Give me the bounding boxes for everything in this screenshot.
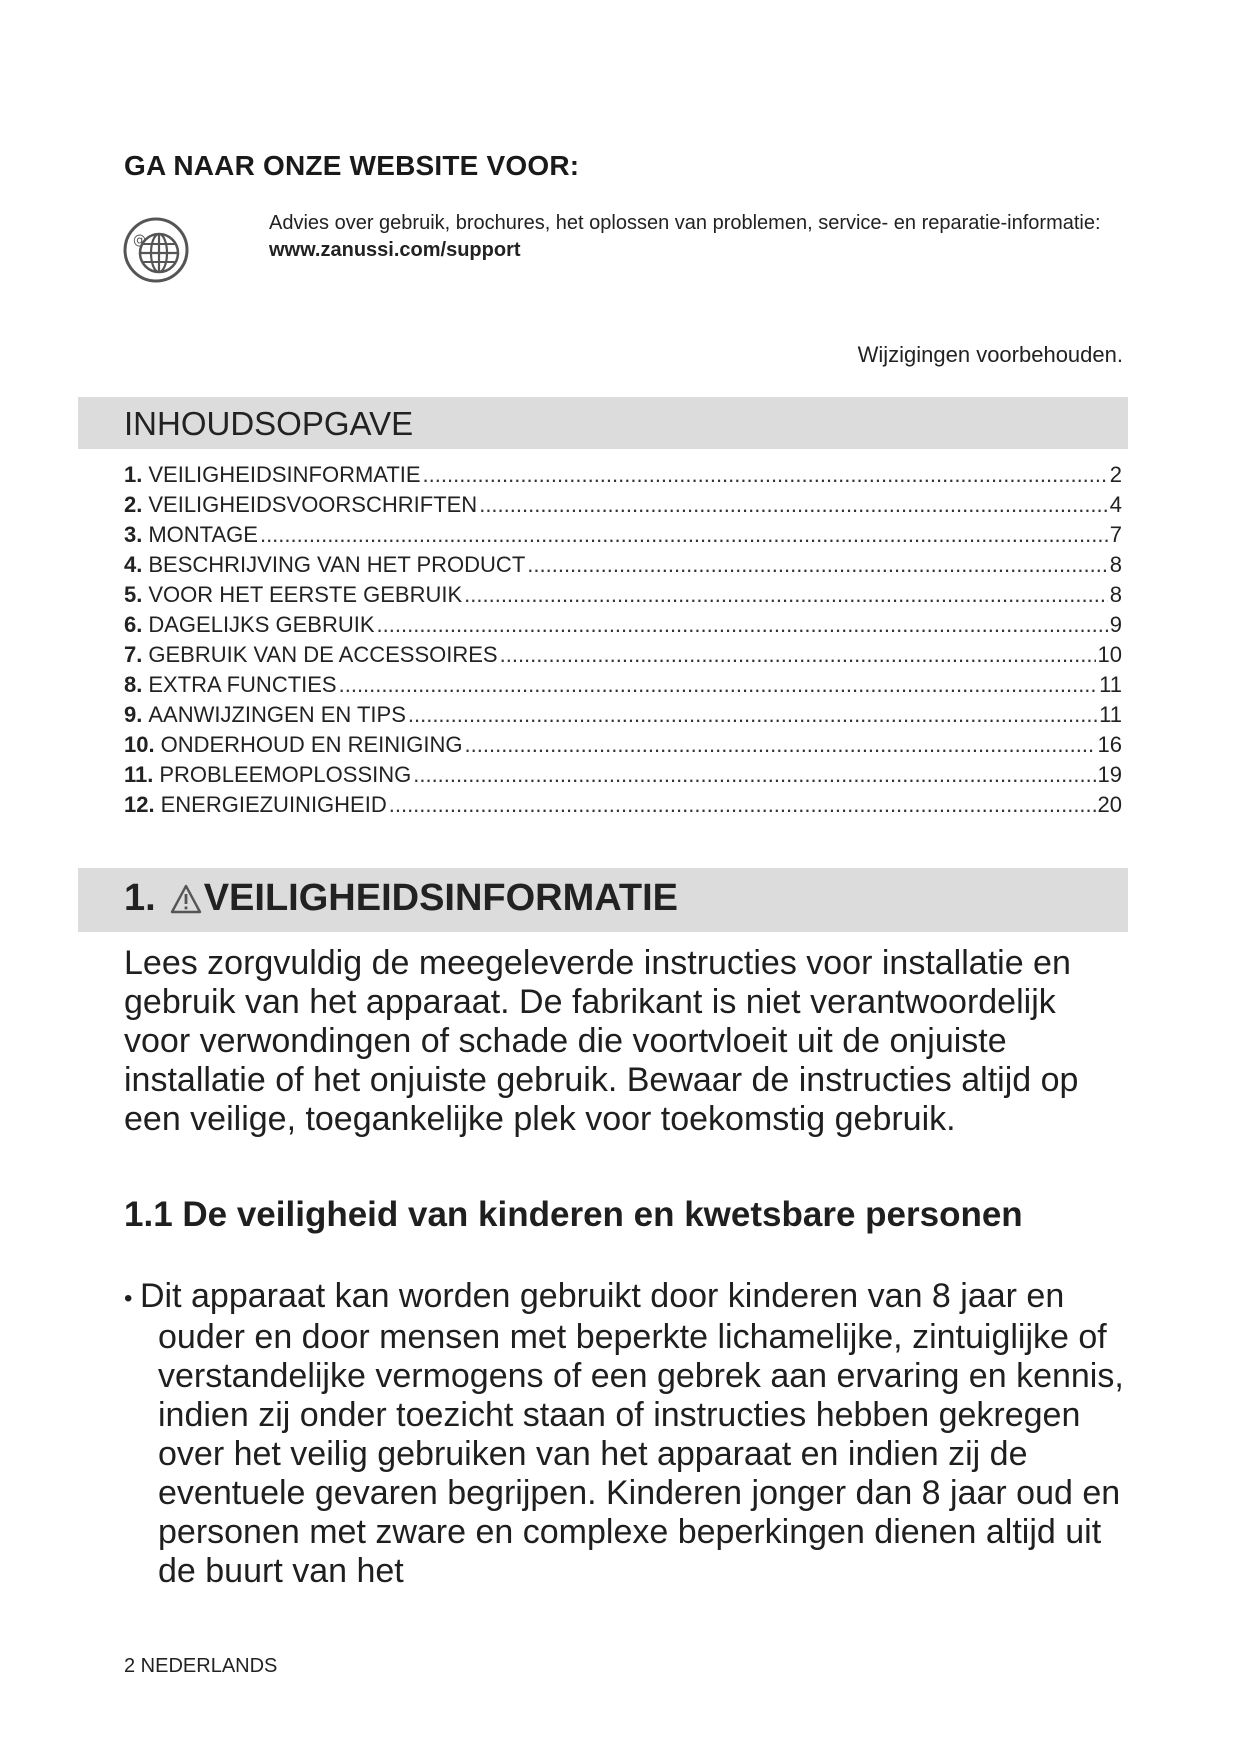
toc-item-page: 10 bbox=[1097, 642, 1122, 667]
svg-text:@: @ bbox=[133, 233, 146, 248]
section-title bbox=[124, 877, 678, 920]
toc-item-page: 11 bbox=[1099, 702, 1122, 727]
toc-item-page: 9 bbox=[1109, 612, 1122, 637]
toc-item-page: 11 bbox=[1099, 672, 1122, 697]
toc-item-label: ENERGIEZUINIGHEID bbox=[160, 792, 387, 817]
toc-item-number: 3. bbox=[124, 522, 143, 547]
intro-paragraph: Lees zorgvuldig de meegeleverde instructies voor installatie en gebruik van het apparaat. De fabrikant is niet verantwoordelijk voor verwondingen of schade die voortvloeit uit de onjuiste installatie of het onjuiste gebruik. Bewaar de instructies altijd op een veilige, toegankelijke plek voor toekomstig gebruik. bbox=[124, 944, 1079, 1138]
subsection-title: 1.1 De veiligheid van kinderen en kwetsbare personen bbox=[124, 1195, 1023, 1234]
toc-item[interactable] bbox=[124, 762, 1122, 792]
toc-item-number: 4. bbox=[124, 552, 143, 577]
toc-item-number: 1. bbox=[124, 462, 143, 487]
toc-item[interactable] bbox=[124, 792, 1122, 822]
warning-icon bbox=[170, 884, 202, 914]
toc-item-label: GEBRUIK VAN DE ACCESSOIRES bbox=[148, 642, 498, 667]
toc-item-number: 10. bbox=[124, 732, 155, 757]
toc-leader bbox=[479, 492, 1108, 518]
toc-item-page: 20 bbox=[1097, 792, 1122, 817]
bullet-dot: • bbox=[124, 1284, 133, 1312]
section-heading: VEILIGHEIDSINFORMATIE bbox=[203, 877, 679, 919]
bullet-text: Dit apparaat kan worden gebruikt door kinderen van 8 jaar en ouder en door mensen met beperkte lichamelijke, zintuiglijke of verstandelijke vermogens of een gebrek aan ervaring en kennis, indien zij onder toezicht staan of instructies hebben gekregen over het veilig gebruiken van het apparaat en indien zij de eventuele gevaren begrijpen. Kinderen jonger dan 8 jaar oud en personen met zware en complexe beperkingen dienen altijd uit de buurt van het bbox=[140, 1277, 1124, 1590]
toc-leader bbox=[389, 792, 1096, 818]
toc-item-page: 16 bbox=[1097, 732, 1122, 757]
toc-item[interactable] bbox=[124, 702, 1122, 732]
advice-text: Advies over gebruik, brochures, het oplossen van problemen, service- en reparatie-informatie: bbox=[269, 212, 1101, 234]
toc-item-label: DAGELIJKS GEBRUIK bbox=[148, 612, 375, 637]
toc-item-page: 8 bbox=[1109, 552, 1122, 577]
toc-item-label: EXTRA FUNCTIES bbox=[148, 672, 337, 697]
toc-item[interactable] bbox=[124, 612, 1122, 642]
toc-item-label: VEILIGHEIDSVOORSCHRIFTEN bbox=[148, 492, 478, 517]
page-footer: 2 NEDERLANDS bbox=[124, 1655, 278, 1677]
website-title: GA NAAR ONZE WEBSITE VOOR: bbox=[124, 150, 580, 181]
support-info bbox=[269, 210, 1119, 264]
toc-item-page: 7 bbox=[1109, 522, 1122, 547]
toc-item-number: 12. bbox=[124, 792, 155, 817]
toc-item-label: VOOR HET EERSTE GEBRUIK bbox=[148, 582, 463, 607]
toc-list bbox=[124, 462, 1122, 822]
toc-item-label: VEILIGHEIDSINFORMATIE bbox=[148, 462, 421, 487]
toc-item-number: 8. bbox=[124, 672, 143, 697]
toc-leader bbox=[377, 612, 1108, 638]
toc-item[interactable] bbox=[124, 582, 1122, 612]
toc-leader bbox=[465, 732, 1096, 758]
toc-item[interactable] bbox=[124, 552, 1122, 582]
toc-item-number: 9. bbox=[124, 702, 143, 727]
toc-item-label: ONDERHOUD EN REINIGING bbox=[160, 732, 463, 757]
toc-leader bbox=[423, 462, 1108, 488]
globe-icon bbox=[122, 216, 190, 284]
toc-item[interactable] bbox=[124, 672, 1122, 702]
toc-item[interactable] bbox=[124, 462, 1122, 492]
changes-note: Wijzigingen voorbehouden. bbox=[857, 342, 1123, 367]
toc-item-number: 7. bbox=[124, 642, 143, 667]
toc-leader bbox=[500, 642, 1096, 668]
bullet-item bbox=[124, 1277, 1124, 1591]
toc-leader bbox=[413, 762, 1095, 788]
toc-leader bbox=[260, 522, 1108, 548]
toc-item[interactable] bbox=[124, 642, 1122, 672]
toc-item-label: MONTAGE bbox=[148, 522, 258, 547]
toc-item-label: AANWIJZINGEN EN TIPS bbox=[148, 702, 406, 727]
toc-item-number: 5. bbox=[124, 582, 143, 607]
toc-item-page: 8 bbox=[1109, 582, 1122, 607]
toc-item-page: 19 bbox=[1097, 762, 1122, 787]
support-url[interactable]: www.zanussi.com/support bbox=[269, 239, 521, 261]
toc-item-number: 6. bbox=[124, 612, 143, 637]
toc-leader bbox=[527, 552, 1107, 578]
toc-item[interactable] bbox=[124, 732, 1122, 762]
toc-item[interactable] bbox=[124, 522, 1122, 552]
toc-item-label: PROBLEEMOPLOSSING bbox=[159, 762, 412, 787]
toc-leader bbox=[339, 672, 1098, 698]
toc-item-number: 2. bbox=[124, 492, 143, 517]
toc-title: INHOUDSOPGAVE bbox=[124, 405, 414, 442]
toc-item-label: BESCHRIJVING VAN HET PRODUCT bbox=[148, 552, 526, 577]
toc-item-page: 2 bbox=[1109, 462, 1122, 487]
toc-item[interactable] bbox=[124, 492, 1122, 522]
toc-leader bbox=[464, 582, 1108, 608]
toc-item-number: 11. bbox=[124, 762, 154, 787]
toc-item-page: 4 bbox=[1109, 492, 1122, 517]
toc-leader bbox=[408, 702, 1097, 728]
section-number: 1. bbox=[124, 877, 156, 919]
